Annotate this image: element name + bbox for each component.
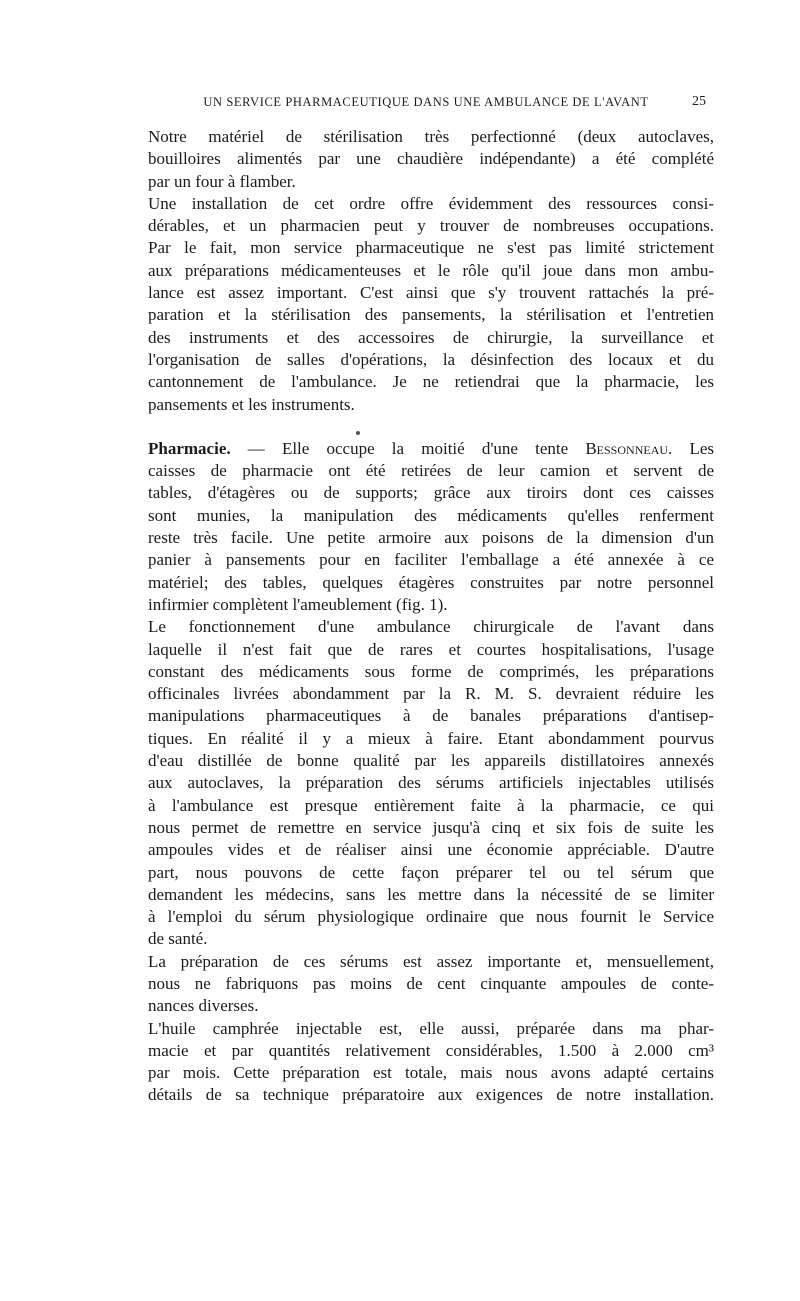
text-line: détails de sa technique préparatoire aux exigences de notre installation. [148,1085,714,1105]
text-line: matériel; des tables, quelques étagères construites par notre personnel [148,572,714,592]
text-line: nous ne fabriquons pas moins de cent cinquante ampoules de conte- [148,973,714,993]
text-line: tiques. En réalité il y a mieux à faire. Etant abondamment pourvus [148,728,714,748]
dash: — [230,438,282,458]
text-line: nances diverses. [148,996,259,1016]
text-line: manipulations pharmaceutiques à de banales préparations d'antisep- [148,706,714,726]
text-line: ampoules vides et de réaliser ainsi une économie appréciable. D'autre [148,840,714,860]
text-line: de santé. [148,929,208,949]
text-line: paration et la stérilisation des pansements, la stérilisation et l'entretien [148,305,714,325]
text-line: pansements et les instruments. [148,394,355,414]
text-line: à l'emploi du sérum physiologique ordinaire que nous fournit le Service [148,907,714,927]
text-line: dérables, et un pharmacien peut y trouver de nombreuses occupations. [148,216,714,236]
text-line: aux préparations médicamenteuses et le rôle qu'il joue dans mon ambu- [148,260,714,280]
text-line: Par le fait, mon service pharmaceutique ne s'est pas limité strictement [148,238,714,258]
paragraph-pharmacie [132,438,714,616]
paragraph-huile-camphree [132,1018,714,1107]
text-line [132,438,714,460]
paragraph-installation [132,193,714,416]
text-line: nous permet de remettre en service jusqu'à cinq et six fois de suite les [148,817,714,837]
text-line: Notre matériel de stérilisation très perfectionné (deux autoclaves, [148,127,714,146]
text-line: macie et par quantités relativement considérables, 1.500 à 2.000 cm³ [148,1040,714,1060]
paragraph-serums [132,951,714,1018]
text-line: Le fonctionnement d'une ambulance chirurgicale de l'avant dans [148,617,714,637]
heading-continuation: Elle occupe la moitié d'une tente [281,438,586,458]
running-title: UN SERVICE PHARMACEUTIQUE DANS UNE AMBULANCE DE L'AVANT [203,95,649,109]
tent-name: Bessonneau. [585,438,673,458]
text-line: sont munies, la manipulation des médicaments qu'elles renferment [148,505,714,525]
text-line: à l'ambulance est presque entièrement faite à la pharmacie, ce qui [148,795,714,815]
text-line: infirmier complètent l'ameublement (fig. 1). [148,594,448,614]
text-line: cantonnement de l'ambulance. Je ne retiendrai que la pharmacie, les [148,372,714,392]
section-heading: Pharmacie. [148,438,231,458]
text-line: Une installation de cet ordre offre évidemment des ressources consi- [148,193,714,213]
line-tail: Les [672,438,714,458]
body-text [132,126,714,1107]
text-line: par mois. Cette préparation est totale, mais nous avons adapté certains [148,1063,714,1083]
text-line: lance est assez important. C'est ainsi que s'y trouvent rattachés la pré- [148,283,714,303]
text-line: tables, d'étagères ou de supports; grâce aux tiroirs dont ces caisses [148,483,714,503]
text-line: laquelle il n'est fait que de rares et courtes hospitalisations, l'usage [148,639,714,659]
text-line: reste très facile. Une petite armoire aux poisons de la dimension d'un [148,528,714,548]
paragraph-fonctionnement [132,616,714,950]
text-line: L'huile camphrée injectable est, elle aussi, préparée dans ma phar- [148,1018,714,1038]
text-line: demandent les médecins, sans les mettre dans la nécessité de se limiter [148,884,714,904]
paragraph-sterilisation [132,126,714,193]
text-line: part, nous pouvons de cette façon préparer tel ou tel sérum que [148,862,714,882]
text-line: des instruments et des accessoires de chirurgie, la surveillance et [148,327,714,347]
text-line: constant des médicaments sous forme de comprimés, les préparations [148,661,714,681]
text-line: bouilloires alimentés par une chaudière indépendante) a été complété [148,149,714,169]
text-line: panier à pansements pour en faciliter l'emballage a été annexée à ce [148,550,714,570]
page-number: 2‌5 [692,94,706,109]
text-line: aux autoclaves, la préparation des sérums artificiels injectables utilisés [148,773,714,793]
text-line: La préparation de ces sérums est assez importante et, mensuellement, [148,951,714,971]
text-line: caisses de pharmacie ont été retirées de leur camion et servent de [148,461,714,481]
text-line: officinales livrées abondamment par la R. M. S. devraient réduire les [148,684,714,704]
running-head [0,95,800,115]
text-line: l'organisation de salles d'opérations, la désinfection des locaux et du [148,349,714,369]
text-line: par un four à flamber. [148,171,296,191]
text-line: d'eau distillée de bonne qualité par les appareils distillatoires annexés [148,751,714,771]
separator-dot [356,431,360,435]
